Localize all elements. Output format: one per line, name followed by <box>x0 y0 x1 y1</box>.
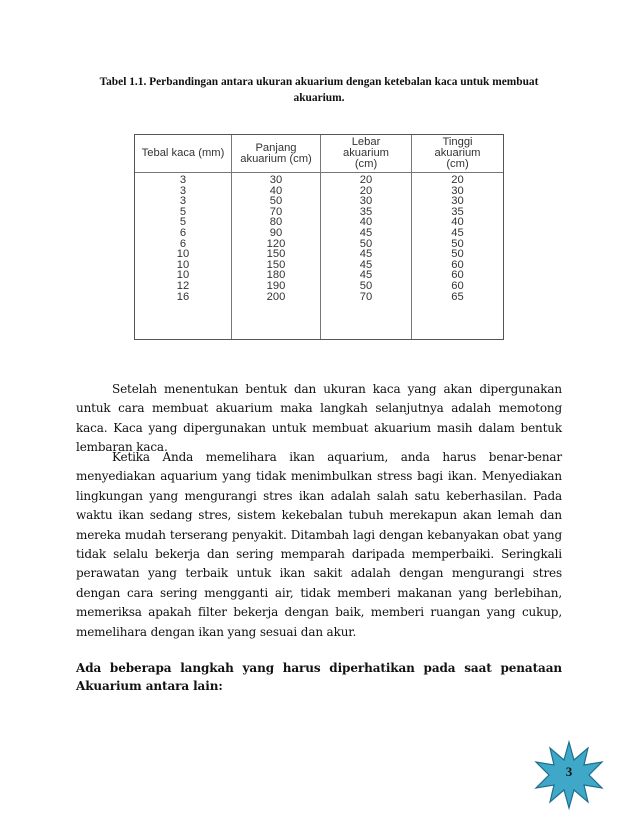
table-cell: 3 <box>179 174 187 186</box>
table-cell: 5 <box>179 205 187 218</box>
table-cell: 10 <box>176 269 190 282</box>
table-cell: 30 <box>359 195 373 208</box>
table-cell: 80 <box>269 216 283 229</box>
table-header-row <box>135 135 503 173</box>
table-cell: 6 <box>179 226 187 239</box>
header-tinggi <box>412 135 504 173</box>
header-line: Tebal kaca (mm) <box>141 147 225 159</box>
column-lebar <box>321 173 412 340</box>
table-cell: 5 <box>179 216 187 229</box>
table-caption: Tabel 1.1. Perbandingan antara ukuran akuarium dengan ketebalan kaca untuk membuat akuarium. <box>99 76 539 104</box>
paragraph-1-text: Setelah menentukan bentuk dan ukuran kaca yang akan dipergunakan untuk cara membuat akuarium maka langkah selanjutnya adalah memotong kaca. Kaca yang dipergunakan untuk membuat akuarium masih dalam bentuk lembaran kaca. <box>76 382 562 455</box>
column-tinggi <box>412 173 504 340</box>
table-cell: 40 <box>269 184 283 197</box>
table-grid <box>135 135 503 339</box>
table-cell: 70 <box>359 290 373 303</box>
table-cell: 50 <box>269 195 283 208</box>
table-cell: 50 <box>451 248 464 261</box>
table-cell: 16 <box>176 290 190 303</box>
table-cell: 45 <box>359 258 373 271</box>
table-cell: 40 <box>451 216 464 229</box>
table-cell: 12 <box>176 279 190 292</box>
table-cell: 50 <box>451 237 464 250</box>
table-cell: 30 <box>269 174 283 186</box>
table-cell: 30 <box>451 184 464 197</box>
table-cell: 3 <box>179 184 187 197</box>
table-cell: 190 <box>266 279 286 292</box>
table-cell: 35 <box>451 205 464 218</box>
paragraph-1 <box>76 380 562 458</box>
header-line: Lebar <box>351 136 381 148</box>
table-cell: 150 <box>266 248 286 261</box>
header-line: akuarium (cm) <box>240 152 312 165</box>
column-tebal-kaca <box>135 173 232 340</box>
section-heading: Ada beberapa langkah yang harus diperhatikan pada saat penataan Akuarium antara lain: <box>76 661 562 693</box>
table-cell: 20 <box>359 184 373 197</box>
header-line: akuarium <box>342 147 389 159</box>
header-line: (cm) <box>446 158 469 170</box>
header-line: Panjang <box>255 141 297 154</box>
table-cell: 200 <box>266 290 286 303</box>
table-cell: 60 <box>451 258 464 271</box>
table-cell: 120 <box>266 237 286 250</box>
table-cell: 45 <box>359 226 373 239</box>
table-cell: 30 <box>451 195 464 208</box>
table-cell: 10 <box>176 248 190 261</box>
table-cell: 60 <box>451 269 464 282</box>
header-lebar <box>321 135 412 173</box>
table-cell: 6 <box>179 237 187 250</box>
table-data-row <box>135 173 503 340</box>
table-cell: 50 <box>359 237 373 250</box>
paragraph-2-text: Ketika Anda memelihara ikan aquarium, anda harus benar-benar menyediakan aquarium yang tidak menimbulkan stress bagi ikan. Menyediakan lingkungan yang mengurangi stres ikan adalah salah satu keberhasilan. Pada waktu ikan sedang stres, sistem kekebalan tubuh merekapun akan lemah dan mereka mudah terserang penyakit. Ditambah lagi dengan kebanyakan obat yang tidak selalu bekerja dan sering memparah daripada memperbaiki. Seringkali perawatan yang terbaik untuk ikan sakit adalah dengan mengurangi stres dengan cara sering mengganti air, tidak memberi makanan yang berlebihan, memeriksa apakah filter bekerja dengan baik, memberi ruangan yang cukup, memelihara dengan ikan yang sesuai dan akur. <box>76 450 562 639</box>
table-cell: 70 <box>269 205 283 218</box>
header-tebal-kaca <box>135 135 232 173</box>
table-cell: 90 <box>269 226 283 239</box>
table-cell: 180 <box>266 269 286 282</box>
table-cell: 20 <box>451 174 464 186</box>
table-cell: 45 <box>359 269 373 282</box>
header-line: Tinggi <box>442 136 473 148</box>
aquarium-size-table <box>134 134 504 340</box>
table-cell: 20 <box>359 174 373 186</box>
table-cell: 45 <box>451 226 464 239</box>
header-line: akuarium <box>434 147 481 159</box>
paragraph-2 <box>76 448 562 642</box>
table-cell: 35 <box>359 205 373 218</box>
page-number-badge <box>534 740 604 810</box>
table-cell: 150 <box>266 258 286 271</box>
table-cell: 3 <box>179 195 187 208</box>
column-panjang <box>232 173 321 340</box>
table-cell: 50 <box>359 279 373 292</box>
header-panjang <box>232 135 321 173</box>
table-cell: 40 <box>359 216 373 229</box>
header-line: (cm) <box>354 158 378 170</box>
table-cell: 60 <box>451 279 464 292</box>
table-cell: 10 <box>176 258 190 271</box>
table-cell: 45 <box>359 248 373 261</box>
page-number: 3 <box>565 764 573 779</box>
table-cell: 65 <box>451 290 464 303</box>
